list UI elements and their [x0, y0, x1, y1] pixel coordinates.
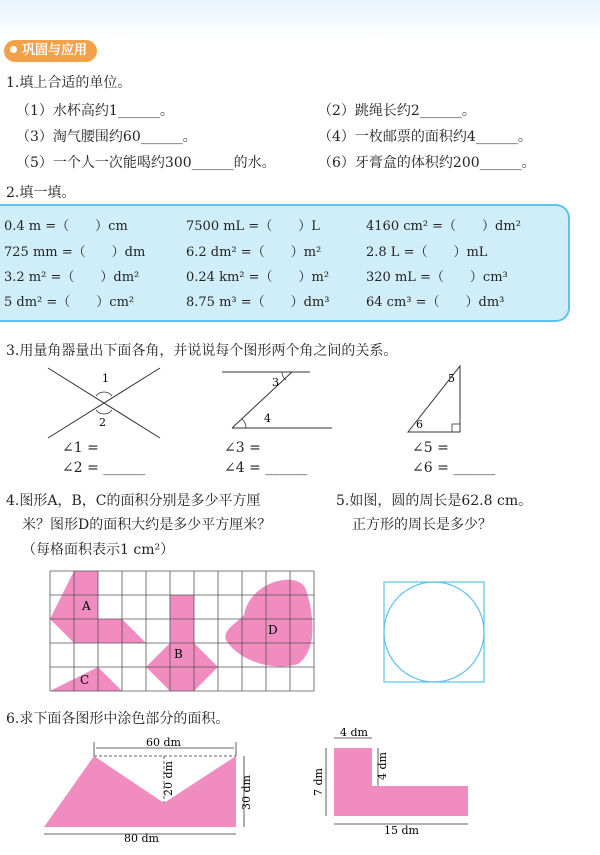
angle-answer: ∠5 =: [412, 440, 449, 456]
q1-item: （5）一个人一次能喝约300______的水。: [16, 155, 276, 171]
angle-arc: [96, 410, 112, 414]
q2-title: 2.填一填。: [6, 185, 76, 201]
angle-answer: ∠2 = ______: [62, 460, 146, 476]
angle-label: 4: [264, 412, 271, 425]
unit-conversion-box: [0, 204, 570, 322]
angle-label: 5: [448, 372, 455, 385]
shape-label: C: [80, 673, 90, 687]
angle-label: 3: [272, 376, 279, 389]
q4-text: 4.图形A，B，C的面积分别是多少平方厘: [6, 493, 261, 509]
conversion-cell: 320 mL =（ ）cm³: [366, 270, 508, 285]
conversion-cell: 0.4 m =（ ）cm: [4, 219, 128, 234]
angle-arc: [242, 419, 246, 428]
section-badge: [4, 40, 97, 62]
dimension-label: 60 dm: [146, 736, 181, 749]
dimension-label: 4 dm: [376, 752, 389, 780]
area-figures: [0, 560, 600, 695]
q1-item: （3）淘气腰围约60______。: [16, 129, 197, 145]
q5-text: 正方形的周长是多少？: [352, 517, 492, 533]
angle-answer: ∠4 = ______: [224, 460, 308, 476]
dimension-label: 4 dm: [340, 728, 368, 739]
q3-title: 3.用量角器量出下面各角，并说说每个图形两个角之间的关系。: [6, 343, 398, 359]
q1-item: （1）水杯高约1______。: [16, 103, 174, 119]
angle-answer: ∠3 =: [224, 440, 261, 456]
dimension-label: 15 dm: [384, 824, 419, 837]
shaded-shape: [334, 748, 468, 816]
angle-answer: ∠6 = ______: [412, 460, 496, 476]
angle-arc: [96, 392, 112, 396]
q1-item: （2）跳绳长约2______。: [318, 103, 476, 119]
angle-label: 1: [102, 372, 109, 385]
dimension-label: 20 dm: [162, 761, 175, 796]
q1-item: （6）牙膏盒的体积约200______。: [318, 155, 536, 171]
conversion-cell: 0.24 km² =（ ）m²: [186, 270, 330, 285]
line: [232, 372, 292, 428]
dimension-label: 7 dm: [312, 768, 325, 796]
shape-label: A: [82, 599, 91, 613]
circle: [384, 582, 484, 682]
q4-text: （每格面积表示1 cm²）: [22, 542, 175, 558]
q6-title: 6.求下面各图形中涂色部分的面积。: [6, 711, 230, 727]
conversion-cell: 6.2 dm² =（ ）m²: [186, 245, 322, 260]
q4-text: 米？图形D的面积大约是多少平方厘米？: [22, 517, 272, 533]
angle-answer: ∠1 =: [62, 440, 99, 456]
shaded-figures: [0, 728, 600, 855]
dimension-label: 80 dm: [124, 832, 159, 845]
section-badge-label: 巩固与应用: [22, 43, 88, 58]
conversion-cell: 4160 cm² =（ ）dm²: [366, 219, 521, 234]
conversion-cell: 5 dm² =（ ）cm²: [4, 295, 135, 310]
angle-label: 6: [416, 418, 423, 431]
conversion-cell: 7500 mL =（ ）L: [186, 219, 320, 234]
conversion-cell: 8.75 m³ =（ ）dm³: [186, 295, 330, 310]
q1-item: （4）一枚邮票的面积约4______。: [318, 129, 532, 145]
shape-label: B: [174, 647, 183, 661]
bullet-icon: [10, 46, 17, 53]
conversion-cell: 3.2 m² =（ ）dm²: [4, 270, 140, 285]
q5-text: 5.如图，圆的周长是62.8 cm。: [336, 493, 533, 509]
angle-label: 2: [99, 416, 106, 429]
dimension-label: 30 dm: [240, 775, 253, 810]
conversion-cell: 2.8 L =（ ）mL: [366, 245, 488, 260]
top-band: [0, 0, 600, 38]
right-angle-mark: [452, 424, 460, 432]
conversion-cell: 725 mm =（ ）dm: [4, 245, 146, 260]
conversion-cell: 64 cm³ =（ ）dm³: [366, 295, 505, 310]
shaded-shape: [44, 756, 236, 827]
shape-label: D: [268, 623, 278, 637]
q1-title: 1.填上合适的单位。: [6, 75, 132, 91]
